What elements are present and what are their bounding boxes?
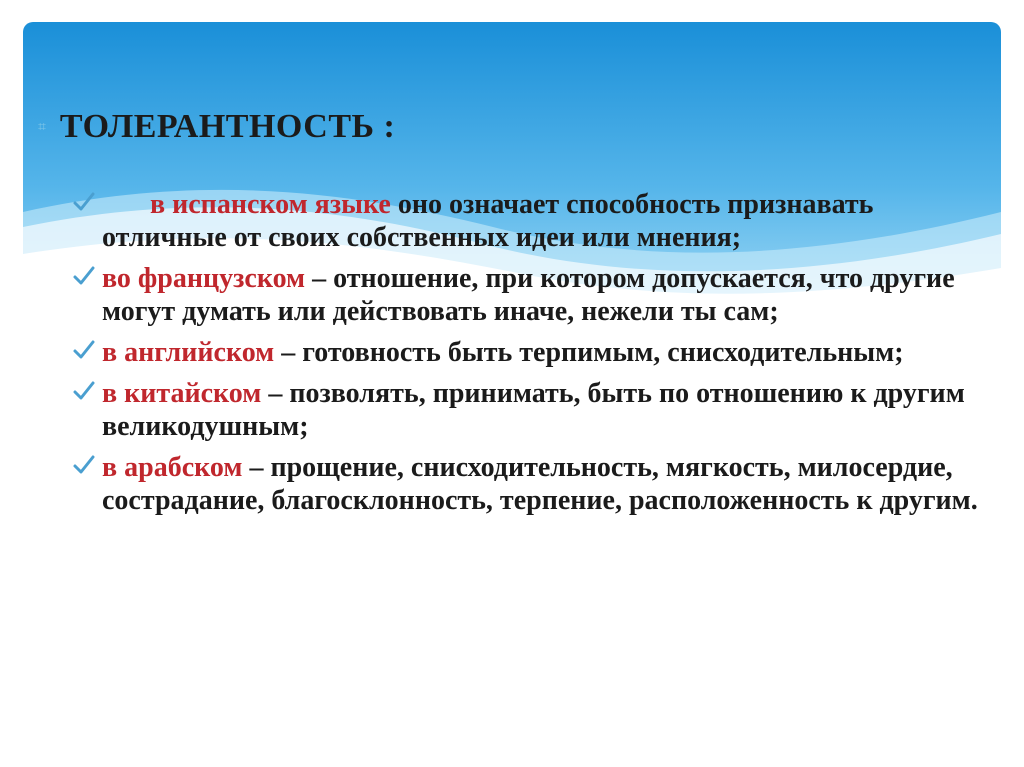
language-label: во французском	[102, 263, 306, 294]
checkmark-icon	[72, 453, 96, 477]
list-item	[72, 377, 992, 443]
checkmark-icon	[72, 379, 96, 403]
language-label: в испанском языке	[150, 189, 391, 220]
title-bullet-icon: ⌗	[38, 119, 46, 135]
definition-text: – позволять, принимать, быть по отношению к другим великодушным;	[102, 378, 965, 442]
definition-text: – отношение, при котором допускается, что другие могут думать или действовать иначе, нежели ты сам;	[102, 263, 955, 327]
language-label: в арабском	[102, 452, 243, 483]
checkmark-icon	[72, 338, 96, 362]
language-label: в китайском	[102, 378, 262, 409]
definition-text: оно означает способность признавать отличные от своих собственных идеи или мнения;	[102, 189, 874, 253]
checkmark-icon	[72, 264, 96, 288]
list-item	[72, 188, 992, 254]
definition-text: – прощение, снисходительность, мягкость, милосердие, сострадание, благосклонность, терпение, расположенность к другим.	[102, 452, 978, 516]
definition-list	[72, 188, 992, 525]
title-row	[38, 108, 395, 146]
definition-text: – готовность быть терпимым, снисходительным;	[281, 337, 904, 368]
list-item	[72, 451, 992, 517]
list-item	[72, 262, 992, 328]
slide-title: ТОЛЕРАНТНОСТЬ :	[59, 108, 396, 145]
checkmark-icon	[72, 190, 96, 214]
list-item	[72, 336, 992, 369]
language-label: в английском	[102, 337, 275, 368]
